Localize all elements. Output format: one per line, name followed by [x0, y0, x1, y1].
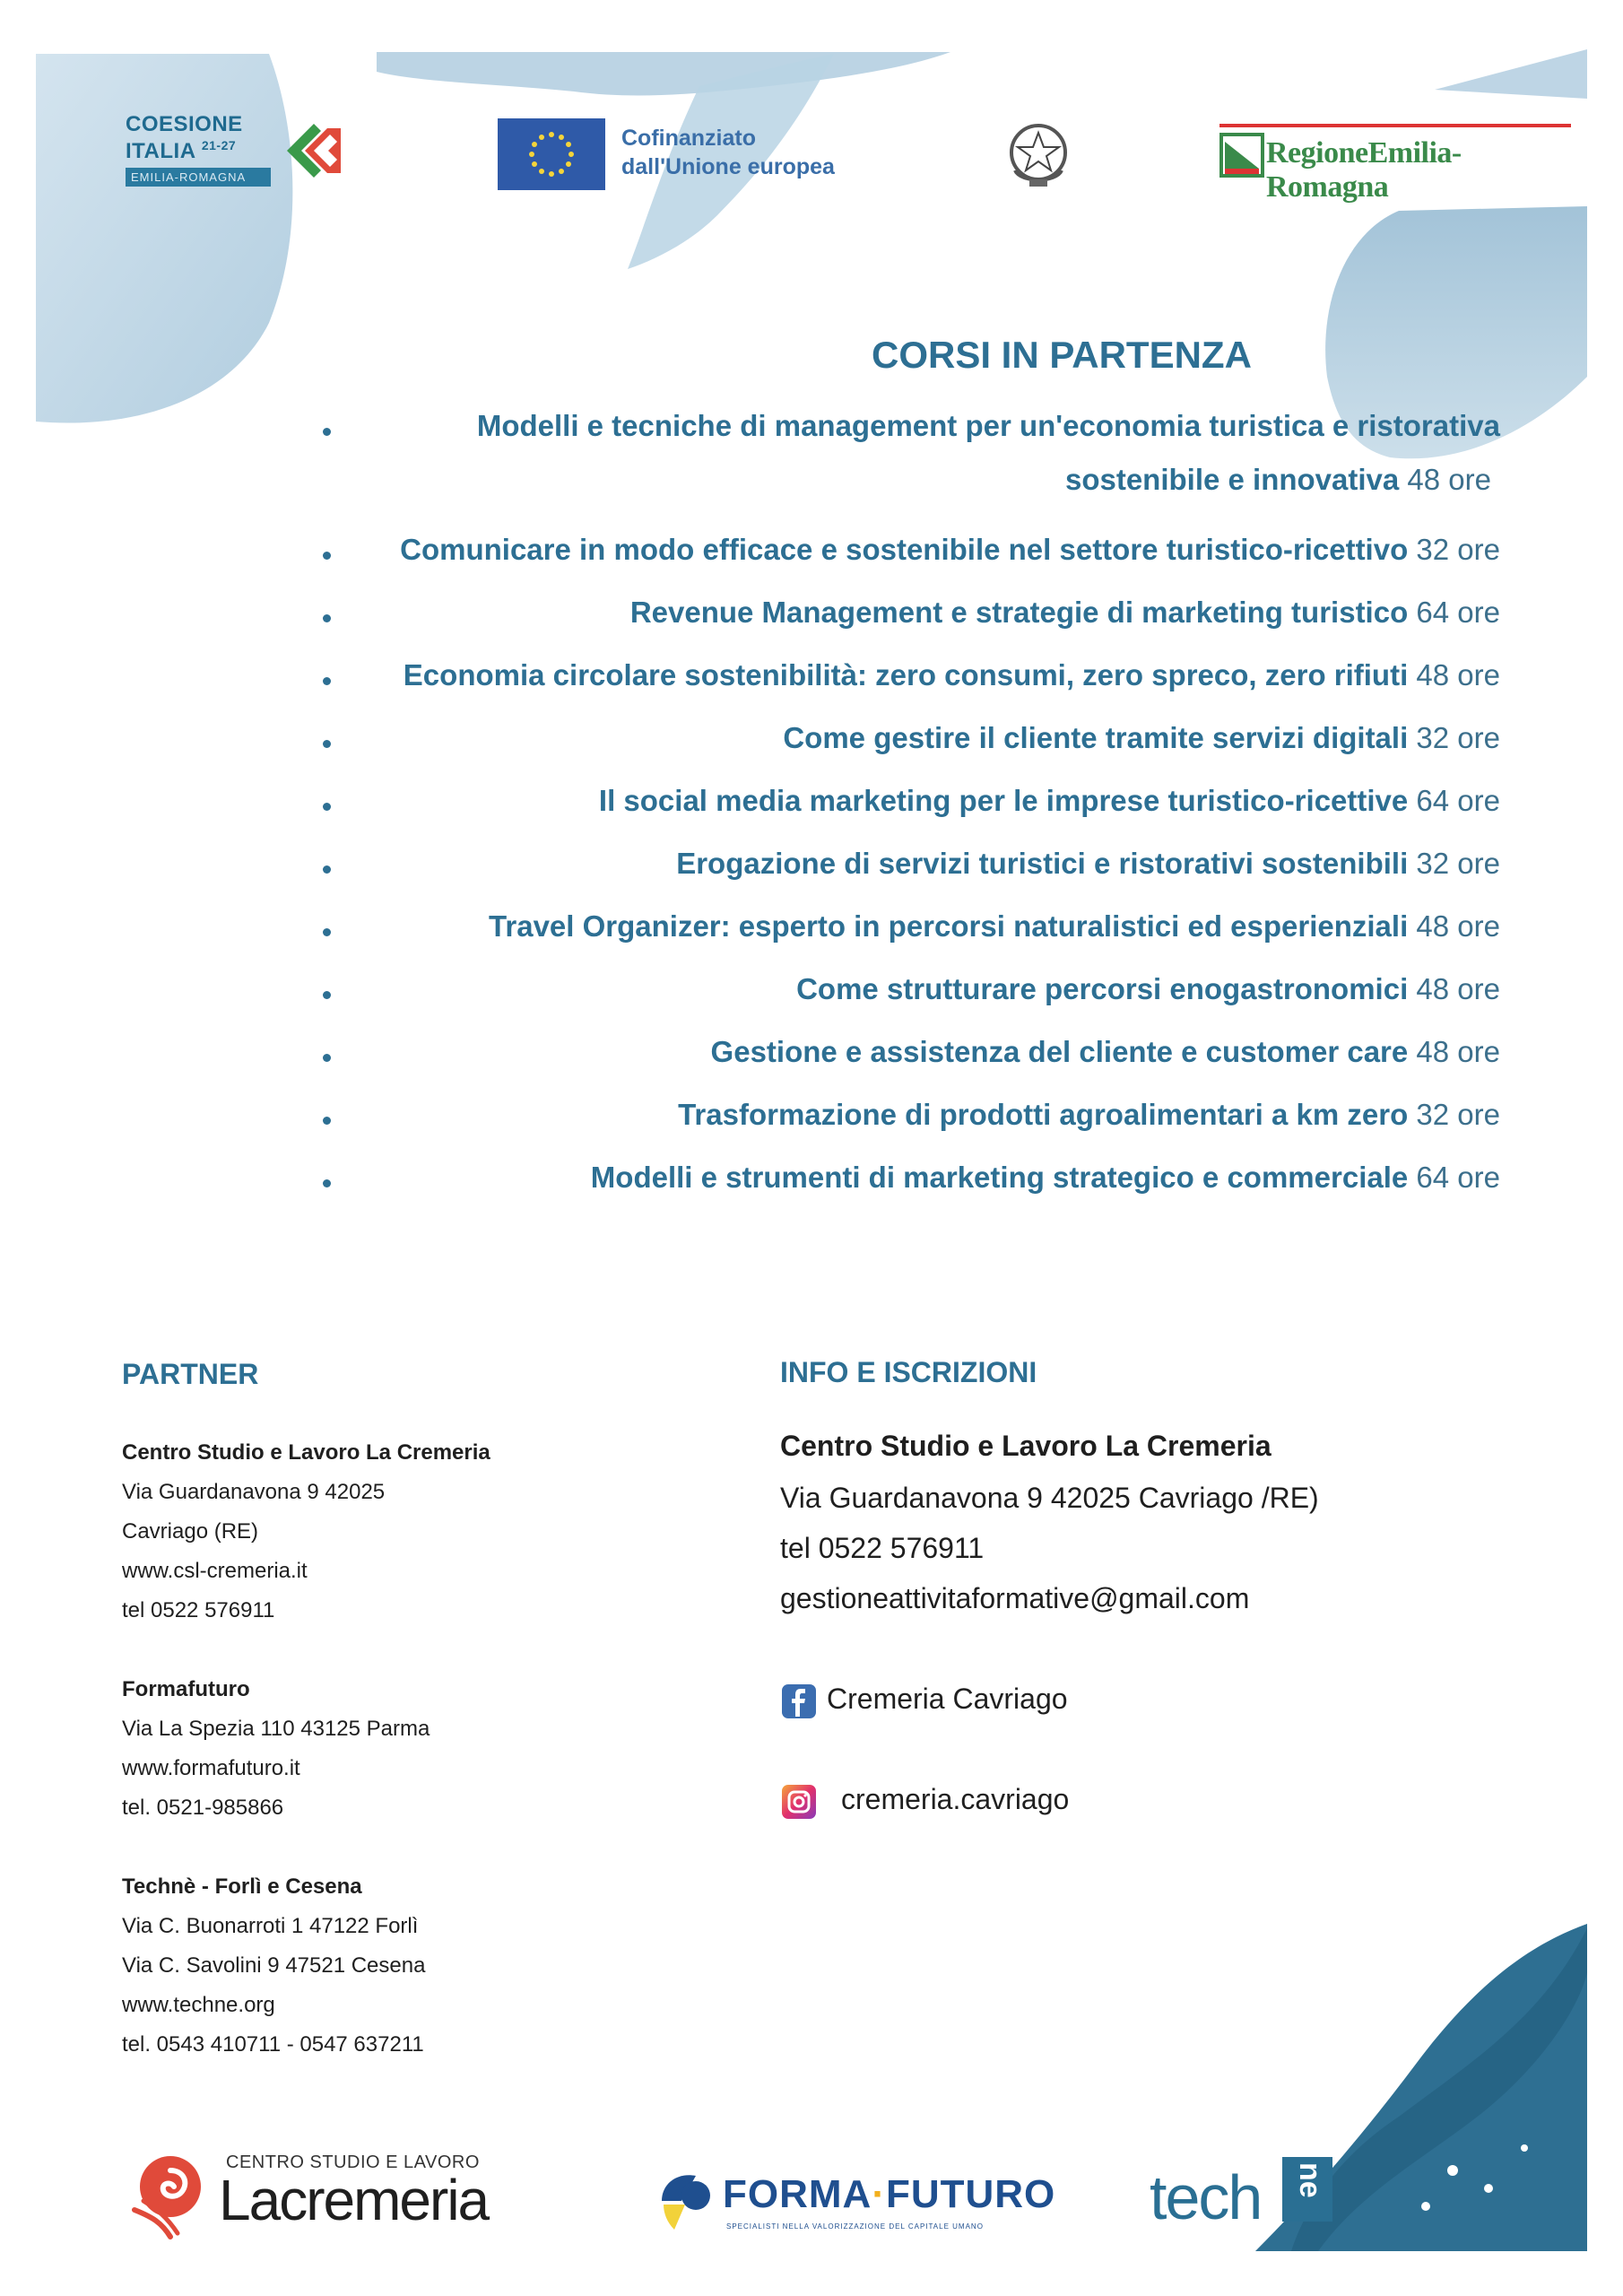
techne-wordmark: tech: [1150, 2162, 1262, 2232]
partner-heading: PARTNER: [122, 1358, 259, 1390]
coesione-line2: ITALIA: [126, 139, 195, 163]
course-name: Gestione e assistenza del cliente e customer care: [710, 1035, 1409, 1068]
course-name: Travel Organizer: esperto in percorsi naturalistici ed esperienziali: [489, 909, 1409, 943]
partner-3-address-1: Via C. Buonarroti 1 47122 Forlì: [122, 1914, 419, 1938]
course-name: Come gestire il cliente tramite servizi digitali: [783, 721, 1409, 754]
course-item: [796, 972, 1500, 1006]
course-hours: 32 ore: [1416, 1098, 1500, 1131]
partner-2-name: Formafuturo: [122, 1677, 250, 1701]
course-bullet: [323, 1179, 331, 1187]
formafuturo-logo: FORMA·FUTURO SPECIALISTI NELLA VALORIZZAZIONE DEL CAPITALE UMANO: [655, 2169, 1058, 2240]
course-bullet: [323, 865, 331, 874]
partner-1-name: Centro Studio e Lavoro La Cremeria: [122, 1440, 490, 1465]
course-name: Erogazione di servizi turistici e ristorativi sostenibili: [676, 847, 1409, 880]
partner-3-website[interactable]: www.techne.org: [122, 1993, 275, 2017]
partner-1-address: Via Guardanavona 9 42025: [122, 1480, 386, 1504]
techne-ne-block: ne: [1282, 2157, 1332, 2222]
course-bullet: [323, 428, 331, 436]
course-hours: 48 ore: [1416, 1035, 1500, 1068]
course-name: Modelli e tecniche di management per un'economia turistica e ristorativa: [476, 409, 1500, 442]
course-item: [477, 409, 1500, 443]
info-name: Centro Studio e Lavoro La Cremeria: [780, 1430, 1271, 1462]
course-name-line2: sostenibile e innovativa: [1064, 463, 1400, 496]
partner-1-phone: tel 0522 576911: [122, 1598, 275, 1622]
partner-1-website[interactable]: www.csl-cremeria.it: [122, 1559, 308, 1583]
course-item-continued: [1065, 463, 1491, 497]
regione-flag-icon: [1219, 133, 1264, 178]
cremeria-wordmark: Lacremeria: [219, 2168, 489, 2232]
course-bullet: [323, 991, 331, 999]
eu-flag-icon: [498, 118, 605, 190]
course-item: [404, 658, 1500, 692]
coesione-arrows-icon: [278, 115, 350, 187]
course-name: Trasformazione di prodotti agroalimentari a km zero: [678, 1098, 1409, 1131]
course-bullet: [323, 928, 331, 936]
formafuturo-tagline: SPECIALISTI NELLA VALORIZZAZIONE DEL CAPITALE UMANO: [726, 2222, 984, 2231]
course-hours: 64 ore: [1416, 596, 1500, 629]
coesione-line1: COESIONE: [126, 112, 243, 136]
course-hours: 32 ore: [1416, 533, 1500, 566]
course-hours: 48 ore: [1416, 909, 1500, 943]
course-bullet: [323, 1054, 331, 1062]
course-hours: 48 ore: [1407, 463, 1491, 496]
partner-1-city: Cavriago (RE): [122, 1519, 259, 1544]
course-item: [599, 784, 1500, 818]
course-name: Come strutturare percorsi enogastronomici: [796, 972, 1409, 1005]
course-item: [676, 847, 1500, 881]
info-phone: tel 0522 576911: [780, 1532, 985, 1564]
info-email[interactable]: gestioneattivitaformative@gmail.com: [780, 1582, 1250, 1614]
regione-text: RegioneEmilia-Romagna: [1266, 136, 1462, 204]
info-address: Via Guardanavona 9 42025 Cavriago /RE): [780, 1482, 1319, 1514]
courses-title: CORSI IN PARTENZA: [872, 334, 1252, 376]
futuro-word: FUTURO: [885, 2172, 1056, 2216]
course-item: [630, 596, 1500, 630]
course-hours: 48 ore: [1416, 658, 1500, 691]
course-name: Economia circolare sostenibilità: zero consumi, zero spreco, zero rifiuti: [403, 658, 1409, 691]
facebook-link[interactable]: Cremeria Cavriago: [827, 1683, 1068, 1715]
course-item: [783, 721, 1500, 755]
course-name: Revenue Management e strategie di marketing turistico: [629, 596, 1409, 629]
regione-emilia-romagna-logo: [1219, 129, 1571, 204]
course-hours: 32 ore: [1416, 721, 1500, 754]
partner-3-name: Technè - Forlì e Cesena: [122, 1874, 362, 1899]
course-item: [711, 1035, 1500, 1069]
course-name: Modelli e strumenti di marketing strategico e commerciale: [590, 1161, 1409, 1194]
course-bullet: [323, 1117, 331, 1125]
partner-2-address: Via La Spezia 110 43125 Parma: [122, 1717, 430, 1741]
course-item: [678, 1098, 1500, 1132]
cremeria-subtitle: CENTRO STUDIO E LAVORO: [226, 2152, 480, 2172]
course-bullet: [323, 803, 331, 811]
forma-word: FORMA: [723, 2172, 872, 2216]
formafuturo-mark-icon: [655, 2169, 717, 2233]
eu-cofinanziato-text: Cofinanziato dall'Unione europea: [621, 126, 835, 179]
la-cremeria-logo: [126, 2144, 502, 2242]
coesione-italia-logo: [126, 112, 359, 204]
info-heading: INFO E ISCRIZIONI: [780, 1356, 1037, 1388]
course-name: Il social media marketing per le imprese turistico-ricettive: [598, 784, 1409, 817]
coesione-years: 21-27: [201, 138, 237, 152]
course-name: Comunicare in modo efficace e sostenibile nel settore turistico-ricettivo: [400, 533, 1409, 566]
coesione-band: EMILIA-ROMAGNA: [126, 168, 271, 187]
course-hours: 48 ore: [1416, 972, 1500, 1005]
course-bullet: [323, 740, 331, 748]
facebook-icon[interactable]: [782, 1684, 816, 1718]
italian-republic-emblem-icon: [1002, 117, 1074, 192]
course-bullet: [323, 677, 331, 685]
partner-2-website[interactable]: www.formafuturo.it: [122, 1756, 300, 1780]
course-bullet: [323, 552, 331, 560]
partner-3-address-2: Via C. Savolini 9 47521 Cesena: [122, 1953, 426, 1978]
course-item: [591, 1161, 1500, 1195]
partner-2-phone: tel. 0521-985866: [122, 1796, 284, 1820]
partner-3-phone: tel. 0543 410711 - 0547 637211: [122, 2032, 424, 2057]
cremeria-swirl-icon: [126, 2151, 215, 2240]
course-hours: 32 ore: [1416, 847, 1500, 880]
instagram-link[interactable]: cremeria.cavriago: [841, 1783, 1070, 1815]
course-item: [400, 533, 1500, 567]
course-bullet: [323, 614, 331, 622]
course-hours: 64 ore: [1416, 784, 1500, 817]
course-item: [489, 909, 1500, 944]
course-hours: 64 ore: [1416, 1161, 1500, 1194]
instagram-icon[interactable]: [782, 1785, 816, 1819]
